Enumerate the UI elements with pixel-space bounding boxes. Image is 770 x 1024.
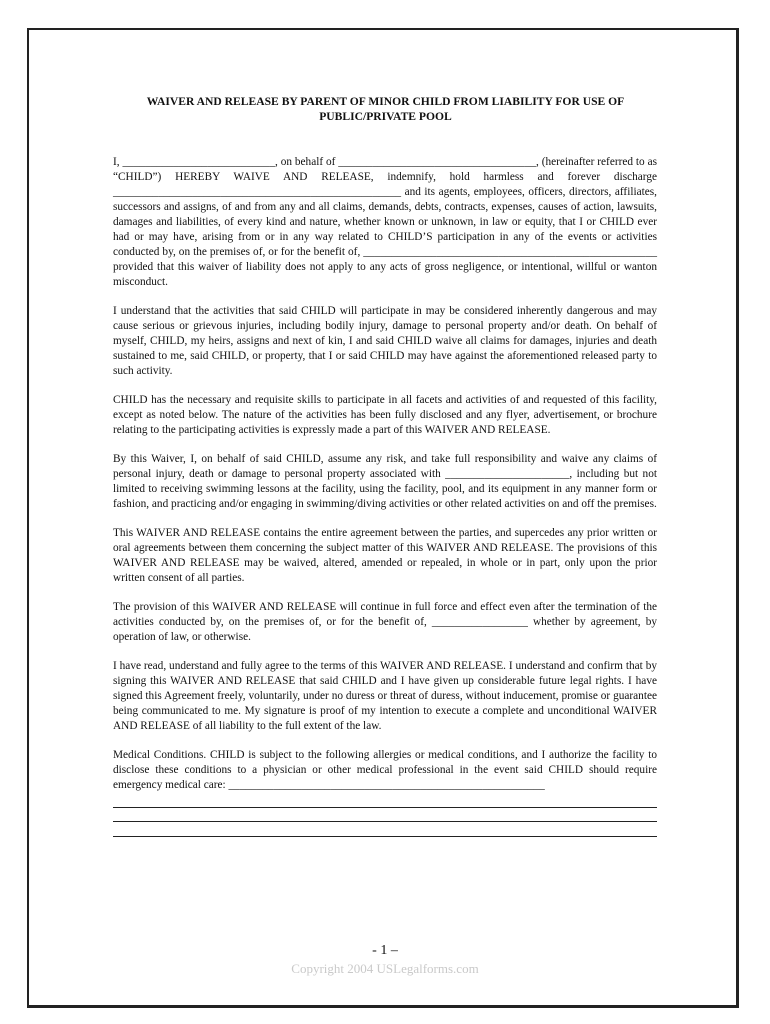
paragraph-child-skills: CHILD has the necessary and requisite skills to participate in all facets and activities of and requested of this facility, except as noted below. The nature of the activities has been fully disclosed and any flyer, advertisement, or brochure relating to the participating activities is expressly made a part of this WAIVER AND RELEASE.: [113, 394, 657, 436]
document-title: WAIVER AND RELEASE BY PARENT OF MINOR CHILD FROM LIABILITY FOR USE OF PUBLIC/PRIVATE POOL: [146, 95, 625, 123]
paragraph-entire-agreement: This WAIVER AND RELEASE contains the entire agreement between the parties, and supercedes any prior written or oral agreements between them concerning the subject matter of this WAIVER AND RELEASE. The provisions of this WAIVER AND RELEASE may be waived, altered, amended or repealed, in whole or in part, only upon the prior written consent of all parties.: [113, 527, 657, 584]
paragraph-medical-conditions: Medical Conditions. CHILD is subject to the following allergies or medical conditions, and I authorize the facility to disclose these conditions to a physician or other medical professional in the event said CHILD should require emergency medical care: ________________________________________________________: [113, 749, 657, 791]
medical-blank-line-1: [113, 793, 657, 808]
paragraph-acknowledgement: I have read, understand and fully agree to the terms of this WAIVER AND RELEASE. I understand and confirm that by signing this WAIVER AND RELEASE that said CHILD and I have given up considerable future legal rights. I have signed this Agreement freely, voluntarily, under no duress or threat of duress, without inducement, promise or guarantee being communicated to me. My signature is proof of my intention to execute a complete and unconditional WAIVER AND RELEASE of all liability to the full extent of the law.: [113, 660, 657, 732]
medical-blank-line-3: [113, 822, 657, 837]
paragraph-risk-acknowledgement: I understand that the activities that said CHILD will participate in may be considered inherently dangerous and may cause serious or grievous injuries, including bodily injury, damage to personal property and/or death. On behalf of myself, CHILD, my heirs, assigns and next of kin, I and said CHILD waive all claims for damages, injuries and death sustained to me, said CHILD, or property, that I or said CHILD may have against the aforementioned released party to such activity.: [113, 305, 657, 377]
page-number: - 1 –: [372, 943, 398, 958]
paragraph-continuation: The provision of this WAIVER AND RELEASE will continue in full force and effect even after the termination of the activities conducted by, on the premises of, or for the benefit of, _________________ whether by agreement, by operation of law, or otherwise.: [113, 601, 657, 643]
document-body: [113, 155, 657, 837]
paragraph-assumption-of-risk: By this Waiver, I, on behalf of said CHILD, assume any risk, and take full responsibility and waive any claims of personal injury, death or damage to personal property associated with ______________________, including but not limited to receiving swimming lessons at the facility, using the facility, pool, and its equipment in any manner form or fashion, and practicing and/or engaging in swimming/diving activities or other related activities on and off the premises.: [113, 453, 657, 510]
copyright-notice: Copyright 2004 USLegalforms.com: [291, 961, 479, 976]
paragraph-release: I, ___________________________, on behalf of ___________________________________, (hereinafter referred to as “CHILD”) HEREBY WAIVE AND RELEASE, indemnify, hold harmless and forever discharge ___________________________________________________ and its agents, employees, officers, directors, affiliates, successors and assigns, of and from any and all claims, demands, debts, contracts, expenses, causes of action, lawsuits, damages and liabilities, of every kind and nature, whether known or unknown, in law or equity, that I or CHILD ever had or may have, arising from or in any way related to CHILD’S participation in any of the events or activities conducted by, on the premises of, or for the benefit of, ____________________________________________________ provided that this waiver of liability does not apply to any acts of gross negligence, or intentional, willful or wanton misconduct.: [113, 156, 657, 288]
medical-blank-line-2: [113, 808, 657, 823]
